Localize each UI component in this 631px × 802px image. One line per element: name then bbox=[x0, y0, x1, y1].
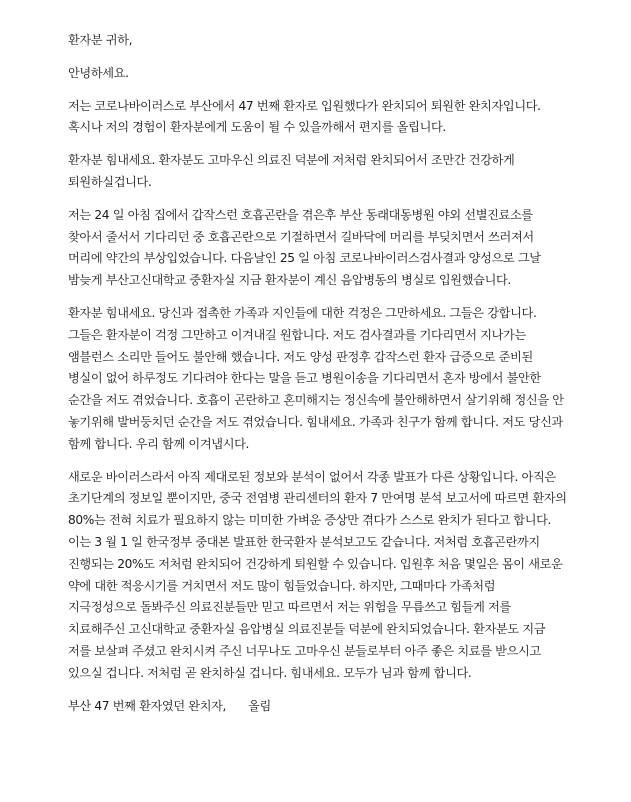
paragraph-line: 놓기위해 발버둥치던 순간을 저도 겪었습니다. 힘내세요. 가족과 친구가 함께 합니다. 저도 당신과 bbox=[68, 414, 563, 429]
salutation-line: 환자분 귀하, bbox=[68, 33, 133, 47]
paragraph-line: 저는 코로나바이러스로 부산에서 47 번째 환자로 입원했다가 완치되어 퇴원한 완치자입니다. bbox=[68, 98, 541, 113]
paragraph-line: 저를 보살펴 주셨고 완치시켜 주신 너무나도 고마우신 분들로부터 아주 좋은 치료를 받으시고 bbox=[68, 643, 541, 658]
paragraph-introduction bbox=[68, 96, 628, 140]
paragraph-line: 밤늦게 부산고신대학교 중환자실 지금 환자분이 계신 음압병동의 병실로 입원했습니다. bbox=[68, 273, 511, 288]
paragraph-line: 환자분 힘내세요. 환자분도 고마우신 의료진 덕분에 저처럼 완치되어서 조만간 건강하게 bbox=[68, 153, 515, 168]
salutation bbox=[68, 30, 628, 52]
paragraph-line: 병실이 없어 하루정도 기다려야 한다는 말을 듣고 병원이송을 기다리면서 혼자 방에서 불안한 bbox=[68, 371, 541, 386]
paragraph-information bbox=[68, 467, 628, 685]
paragraph-line: 퇴원하실겁니다. bbox=[68, 174, 152, 189]
paragraph-line: 초기단계의 정보일 뿐이지만, 중국 전염병 관리센터의 환자 7 만여명 분석 보고서에 따르면 환자의 bbox=[68, 491, 567, 506]
greeting bbox=[68, 63, 628, 85]
paragraph-line: 혹시나 저의 경험이 환자분에게 도움이 될 수 있을까해서 편지를 올립니다. bbox=[68, 120, 446, 135]
paragraph-line: 이는 3 월 1 일 한국정부 중대본 발표한 한국환자 분석보고도 같습니다. 저처럼 호흡곤란까지 bbox=[68, 534, 540, 549]
paragraph-line: 머리에 약간의 부상입었습니다. 다음날인 25 일 아침 코로나바이러스검사결과 양성으로 그날 bbox=[68, 251, 541, 266]
signature-author: 부산 47 번째 환자였던 완치자, bbox=[68, 698, 227, 713]
letter-body bbox=[68, 30, 628, 717]
paragraph-line: 함께 합니다. 우리 함께 이겨냅시다. bbox=[68, 436, 250, 451]
paragraph-line: 순간을 저도 겪었습니다. 호흡이 곤란하고 혼미해지는 정신속에 불안해하면서 살기위해 정신을 안 bbox=[68, 393, 564, 408]
paragraph-line: 환자분 힘내세요. 당신과 접촉한 가족과 지인들에 대한 걱정은 그만하세요. 그들은 강합니다. bbox=[68, 305, 537, 320]
paragraph-line: 지극정성으로 돌봐주신 의료진분들만 믿고 따르면서 저는 위험을 무릅쓰고 힘들게 저를 bbox=[68, 600, 511, 615]
signature bbox=[68, 696, 628, 718]
paragraph-line: 치료해주신 고신대학교 중환자실 음압병실 의료진분들 덕분에 완치되었습니다. 환자분도 지금 bbox=[68, 622, 546, 637]
paragraph-line: 진행되는 20%도 저처럼 완치되어 건강하게 퇴원할 수 있습니다. 입원후 처음 몇일은 몸이 새로운 bbox=[68, 556, 563, 571]
paragraph-line: 새로운 바이러스라서 아직 제대로된 정보와 분석이 없어서 각종 발표가 다른 상황입니다. 아직은 bbox=[68, 469, 556, 484]
paragraph-family bbox=[68, 303, 628, 456]
paragraph-line: 찾아서 줄서서 기다리던 중 호흡곤란으로 기절하면서 길바닥에 머리를 부딪치면서 쓰러져서 bbox=[68, 229, 534, 244]
paragraph-experience bbox=[68, 205, 628, 292]
paragraph-line: 저는 24 일 아침 집에서 갑작스런 호흡곤란을 겪은후 부산 동래대동병원 야외 선별진료소를 bbox=[68, 207, 533, 222]
paragraph-line: 그들은 환자분이 걱정 그만하고 이겨내길 원합니다. 저도 검사결과를 기다리면서 지나가는 bbox=[68, 327, 526, 342]
paragraph-line: 앰블런스 소리만 들어도 불안해 했습니다. 저도 양성 판정후 갑작스런 환자 급증으로 준비된 bbox=[68, 349, 533, 364]
paragraph-line: 약에 대한 적응시기를 거치면서 저도 많이 힘들었습니다. 하지만, 그때마다 가족처럼 bbox=[68, 578, 496, 593]
paragraph-line: 있으실 겁니다. 저처럼 곧 완치하실 겁니다. 힘내세요. 모두가 님과 함께 합니다. bbox=[68, 665, 472, 680]
greeting-line: 안녕하세요. bbox=[68, 65, 129, 80]
signature-closing: 올림 bbox=[248, 698, 271, 713]
paragraph-encouragement bbox=[68, 150, 628, 194]
paragraph-line: 80%는 전혀 치료가 필요하지 않는 미미한 가벼운 증상만 겪다가 스스로 완치가 된다고 합니다. bbox=[68, 513, 552, 528]
